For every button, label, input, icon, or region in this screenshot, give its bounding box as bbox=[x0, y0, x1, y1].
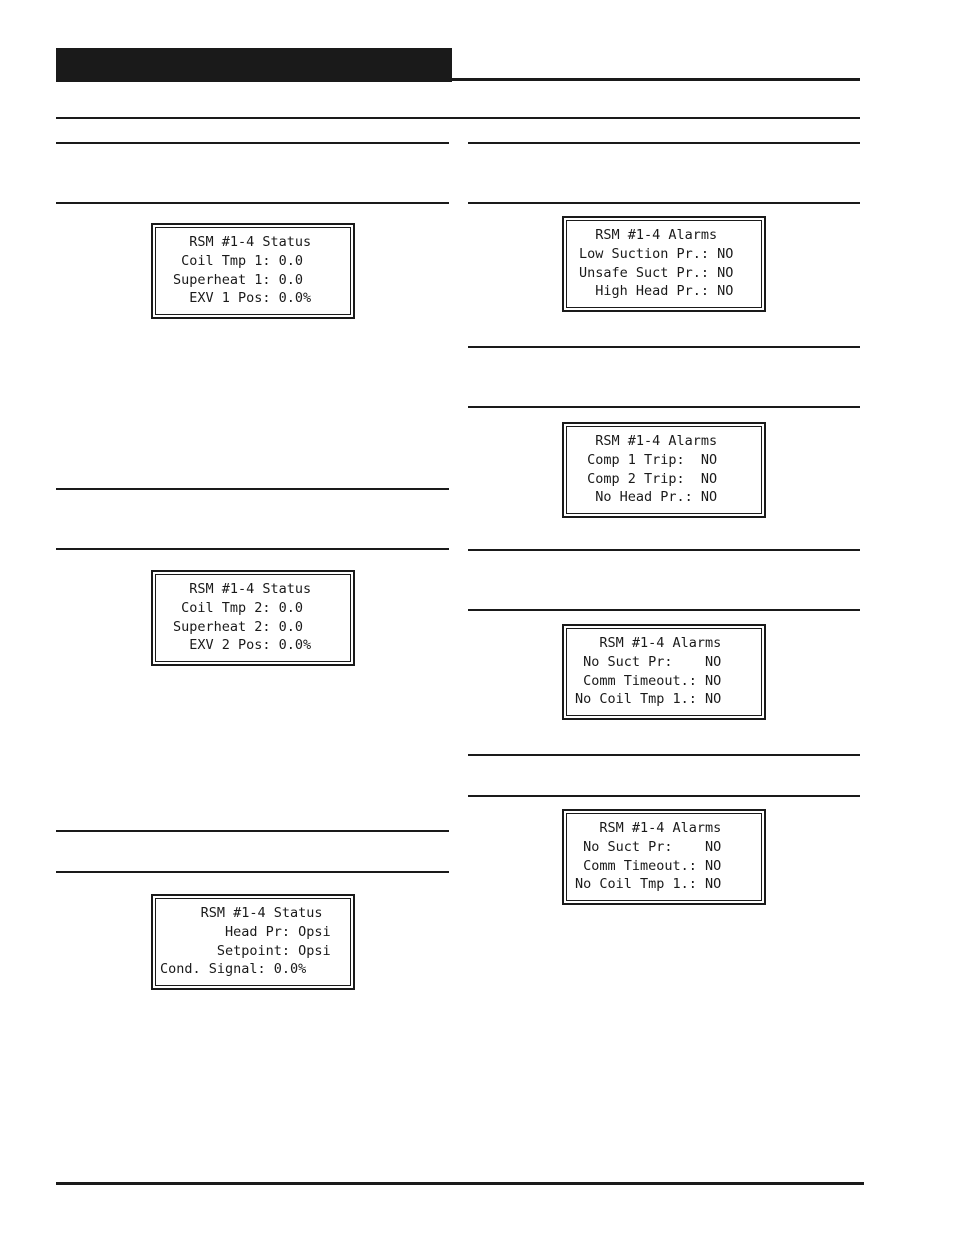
header-rule bbox=[452, 78, 860, 81]
lcd-line: RSM #1-4 Alarms bbox=[575, 635, 722, 651]
section-rule bbox=[468, 754, 860, 756]
lcd-line: Comp 2 Trip: NO bbox=[579, 470, 718, 487]
lcd-line: No Head Pr.: NO bbox=[579, 489, 718, 506]
section-rule bbox=[468, 609, 860, 611]
lcd-line: Superheat 1: 0.0 bbox=[173, 271, 304, 288]
section-rule bbox=[56, 548, 449, 550]
lcd-line: EXV 1 Pos: 0.0% bbox=[173, 290, 312, 307]
lcd-line: RSM #1-4 Alarms bbox=[579, 433, 718, 449]
lcd-line: Comp 1 Trip: NO bbox=[579, 451, 718, 468]
lcd-line: RSM #1-4 Alarms bbox=[575, 820, 722, 836]
lcd-line: Comm Timeout.: NO bbox=[575, 672, 722, 689]
footer-rule bbox=[56, 1182, 864, 1185]
section-rule bbox=[56, 202, 449, 204]
lcd-line: No Suct Pr: NO bbox=[575, 653, 722, 670]
lcd-line: No Suct Pr: NO bbox=[575, 838, 722, 855]
lcd-line: Setpoint: Opsi bbox=[160, 942, 331, 959]
lcd-line: Coil Tmp 2: 0.0 bbox=[173, 599, 304, 616]
lcd-status-circuit-2 bbox=[151, 570, 355, 666]
lcd-status-circuit-1 bbox=[151, 223, 355, 319]
lcd-line: High Head Pr.: NO bbox=[579, 283, 734, 300]
lcd-alarms-comp-trip bbox=[562, 422, 766, 518]
lcd-line: Superheat 2: 0.0 bbox=[173, 618, 304, 635]
lcd-line: No Coil Tmp 1.: NO bbox=[575, 691, 722, 708]
section-rule bbox=[468, 202, 860, 204]
section-rule bbox=[56, 871, 449, 873]
header-bar bbox=[56, 48, 452, 82]
lcd-line: Coil Tmp 1: 0.0 bbox=[173, 252, 304, 269]
lcd-line: RSM #1-4 Status bbox=[173, 234, 312, 250]
section-rule bbox=[56, 142, 449, 144]
lcd-line: Cond. Signal: 0.0% bbox=[160, 961, 307, 978]
section-rule bbox=[468, 549, 860, 551]
lcd-line: Unsafe Suct Pr.: NO bbox=[579, 264, 734, 281]
lcd-line: Head Pr: Opsi bbox=[160, 923, 331, 940]
section-rule bbox=[468, 406, 860, 408]
section-rule bbox=[468, 795, 860, 797]
lcd-status-head-pressure bbox=[151, 894, 355, 990]
lcd-alarms-comm-2 bbox=[562, 809, 766, 905]
top-rule bbox=[56, 117, 860, 119]
lcd-line: Low Suction Pr.: NO bbox=[579, 245, 734, 262]
section-rule bbox=[56, 488, 449, 490]
lcd-line: RSM #1-4 Alarms bbox=[579, 227, 718, 243]
lcd-line: No Coil Tmp 1.: NO bbox=[575, 876, 722, 893]
lcd-line: RSM #1-4 Status bbox=[173, 581, 312, 597]
lcd-line: RSM #1-4 Status bbox=[160, 905, 323, 921]
lcd-line: Comm Timeout.: NO bbox=[575, 857, 722, 874]
section-rule bbox=[468, 346, 860, 348]
lcd-line: EXV 2 Pos: 0.0% bbox=[173, 637, 312, 654]
section-rule bbox=[56, 830, 449, 832]
lcd-alarms-suction bbox=[562, 216, 766, 312]
section-rule bbox=[468, 142, 860, 144]
lcd-alarms-comm-1 bbox=[562, 624, 766, 720]
